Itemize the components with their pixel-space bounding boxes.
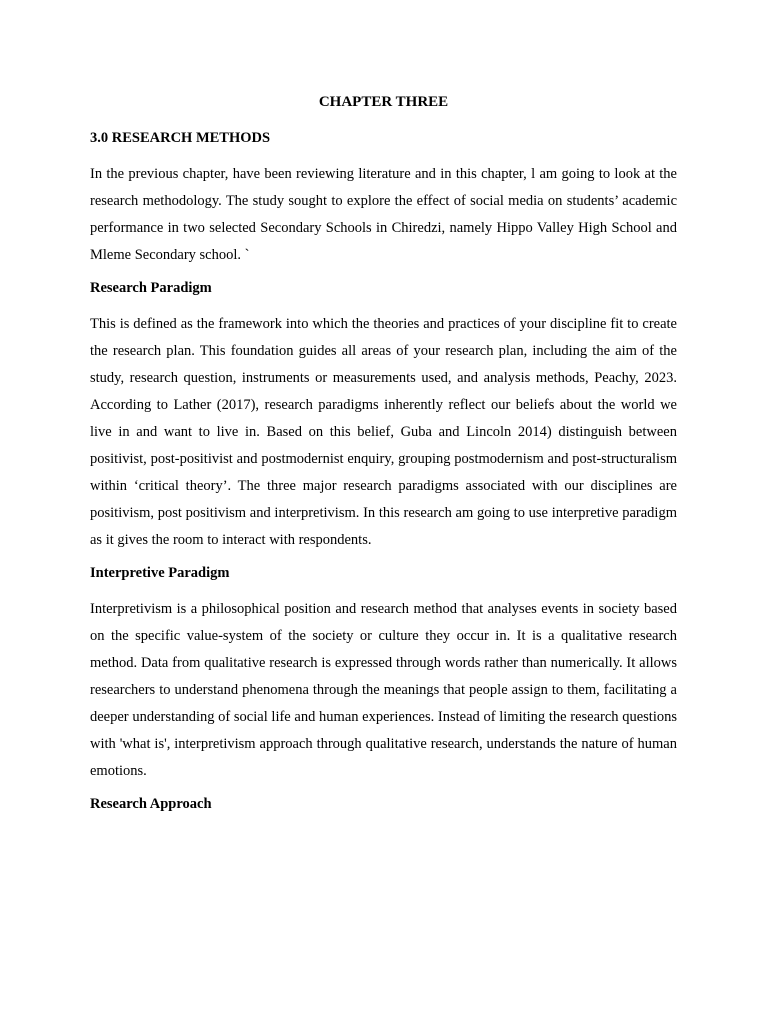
research-approach-heading: Research Approach bbox=[90, 796, 212, 812]
chapter-title: CHAPTER THREE bbox=[318, 94, 449, 110]
document-page bbox=[90, 92, 677, 827]
research-paradigm-paragraph: This is defined as the framework into which the theories and practices of your discipline fit to create the research plan. This foundation guides all areas of your research plan, including the aim of the study, research question, instruments or measurements used, and analysis methods, Peachy, 2023. According to Lather (2017), research paradigms inherently reflect our beliefs about the world we live in and want to live in. Based on this belief, Guba and Lincoln 2014) distinguish between positivist, post-positivist and postmodernist enquiry, grouping postmodernism and post-structuralism within ‘critical theory’. The three major research paradigms associated with our disciplines are positivism, post positivism and interpretivism. In this research am going to use interpretive paradigm as it gives the room to interact with respondents. bbox=[90, 316, 677, 548]
section-heading: 3.0 RESEARCH METHODS bbox=[90, 130, 271, 146]
research-paradigm-heading: Research Paradigm bbox=[90, 280, 212, 296]
interpretive-paradigm-paragraph: Interpretivism is a philosophical position and research method that analyses events in society based on the specific value-system of the society or culture they occur in. It is a qualitative research method. Data from qualitative research is expressed through words rather than numerically. It allows researchers to understand phenomena through the meanings that people assign to them, facilitating a deeper understanding of social life and human experiences. Instead of limiting the research questions with 'what is', interpretivism approach through qualitative research, understands the nature of human emotions. bbox=[90, 601, 677, 779]
intro-paragraph: In the previous chapter, have been reviewing literature and in this chapter, l am going to look at the research methodology. The study sought to explore the effect of social media on students’ academic performance in two selected Secondary Schools in Chiredzi, namely Hippo Valley High School and Mleme Secondary school. ` bbox=[90, 166, 677, 263]
interpretive-paradigm-heading: Interpretive Paradigm bbox=[90, 565, 230, 581]
